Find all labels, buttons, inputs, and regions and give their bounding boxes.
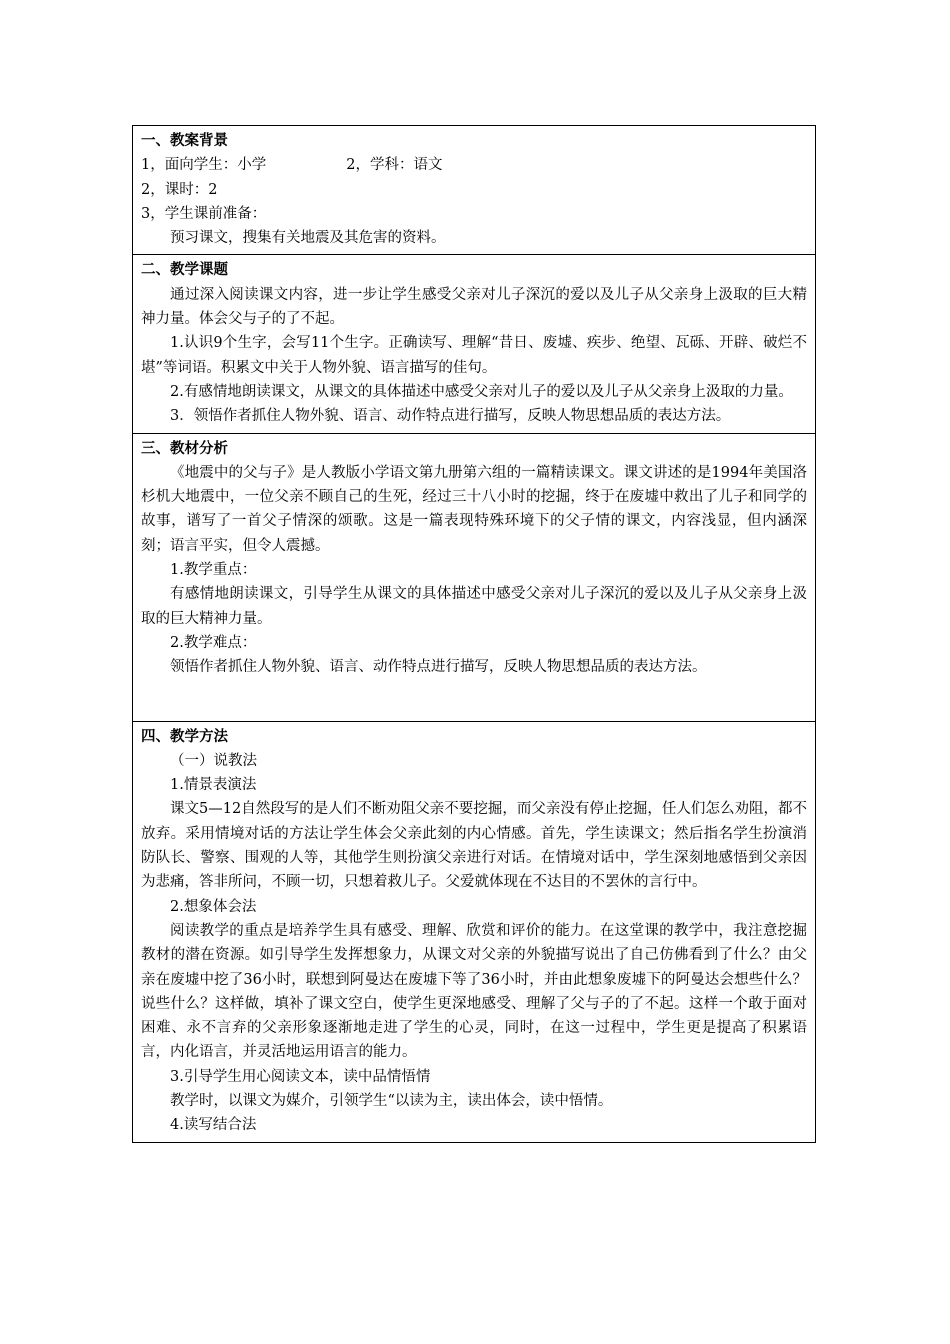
section-title: 一、教案背景 <box>141 132 228 149</box>
section-material-analysis <box>133 433 816 721</box>
subheading: （一）说教法 <box>170 752 257 769</box>
subheading: 1.教学重点： <box>170 562 257 579</box>
paragraph: 有感情地朗读课文，引导学生从课文的具体描述中感受父亲对儿子深沉的爱以及儿子从父亲身上汲取的巨大精神力量。 <box>141 586 807 627</box>
hours-line: 2，课时：2 <box>141 181 218 198</box>
section-teaching-methods <box>133 721 816 1142</box>
paragraph: 3．领悟作者抓住人物外貌、语言、动作特点进行描写，反映人物思想品质的表达方法。 <box>170 408 731 425</box>
audience-text: 1，面向学生：小学 <box>141 157 267 174</box>
subheading: 2.教学难点： <box>170 634 257 651</box>
paragraph: 1.认识9个生字，会写11个生字。正确读写、理解“昔日、废墟、疾步、绝望、瓦砾、开辟、破烂不堪”等词语。积累文中关于人物外貌、语言描写的佳句。 <box>141 335 807 376</box>
section-topic-cell <box>133 255 816 433</box>
subject-text: 2，学科：语文 <box>346 157 443 174</box>
subheading: 2.想象体会法 <box>170 898 257 915</box>
section-teaching-methods-cell <box>133 721 816 1142</box>
paragraph: 《地震中的父与子》是人教版小学语文第九册第六组的一篇精读课文。课文讲述的是1994年美国洛杉机大地震中，一位父亲不顾自己的生死，经过三十八小时的挖掘，终于在废墟中救出了儿子和同学的故事，谱写了一首父子情深的颂歌。这是一篇表现特殊环境下的父子情的课文，内容浅显，但内涵深刻；语言平实，但令人震撼。 <box>141 464 807 554</box>
audience-line <box>141 153 807 177</box>
paragraph: 领悟作者抓住人物外貌、语言、动作特点进行描写，反映人物思想品质的表达方法。 <box>170 659 707 676</box>
subheading: 1.情景表演法 <box>170 777 257 794</box>
paragraph: 课文5—12自然段写的是人们不断劝阻父亲不要挖掘，而父亲没有停止挖掘，任人们怎么劝阻，都不放弃。采用情境对话的方法让学生体会父亲此刻的内心情感。首先，学生读课文；然后指名学生扮演消防队长、警察、围观的人等，其他学生则扮演父亲进行对话。在情境对话中，学生深刻地感悟到父亲因为悲痛，答非所问，不顾一切，只想着救儿子。父爱就体现在不达目的不罢休的言行中。 <box>141 801 807 891</box>
prep-label: 3，学生课前准备： <box>141 205 267 222</box>
section-title: 四、教学方法 <box>141 727 228 745</box>
section-background-cell <box>133 126 816 255</box>
section-title: 三、教材分析 <box>141 439 228 457</box>
prep-text: 预习课文，搜集有关地震及其危害的资料。 <box>170 230 446 247</box>
paragraph: 阅读教学的重点是培养学生具有感受、理解、欣赏和评价的能力。在这堂课的教学中，我注意挖掘教材的潜在资源。如引导学生发挥想象力，从课文对父亲的外貌描写说出了自己仿佛看到了什么？由父亲在废墟中挖了36小时，联想到阿曼达在废墟下等了36小时，并由此想象废墟下的阿曼达会想些什么？说些什么？这样做，填补了课文空白，使学生更深地感受、理解了父与子的了不起。这样一个敢于面对困难、永不言弃的父亲形象逐渐地走进了学生的心灵，同时，在这一过程中，学生更是提高了积累语言，内化语言，并灵活地运用语言的能力。 <box>141 922 807 1061</box>
paragraph: 通过深入阅读课文内容，进一步让学生感受父亲对儿子深沉的爱以及儿子从父亲身上汲取的巨大精神力量。体会父与子的了不起。 <box>141 286 807 328</box>
section-topic <box>133 255 816 433</box>
paragraph: 教学时，以课文为媒介，引领学生“以读为主，读出体会，读中悟情。 <box>170 1093 613 1110</box>
section-background <box>133 126 816 255</box>
section-title: 二、教学课题 <box>141 261 228 279</box>
paragraph: 2.有感情地朗读课文，从课文的具体描述中感受父亲对儿子的爱以及儿子从父亲身上汲取的力量。 <box>170 383 793 400</box>
section-material-analysis-cell <box>133 433 816 721</box>
lesson-plan-table <box>132 125 816 1143</box>
subheading: 3.引导学生用心阅读文本，读中品情悟情 <box>170 1068 431 1085</box>
subheading: 4.读写结合法 <box>170 1117 257 1134</box>
